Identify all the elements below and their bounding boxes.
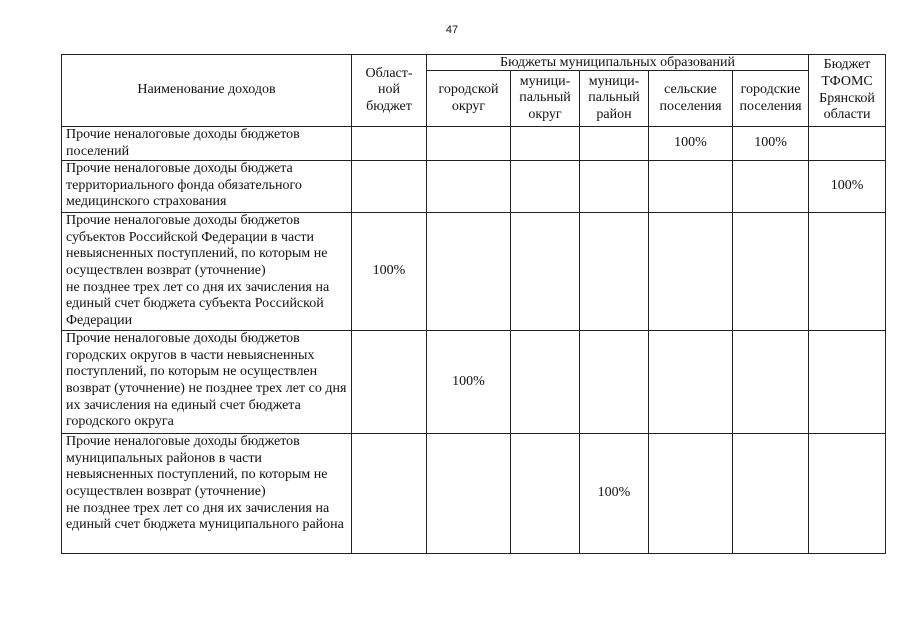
value-cell-city-district [427, 127, 511, 161]
value-cell-rural-settlements [649, 434, 733, 554]
value-cell-regional [352, 434, 427, 554]
header-regional-budget: Област- ной бюджет [352, 55, 427, 127]
revenue-name-cell: Прочие неналоговые доходы бюджетов городских округов в части невыясненных поступлений, по которым не осуществлен возврат (уточнение) не позднее трех лет со дня их зачисления на единый счет бюджета городского округа [62, 331, 352, 434]
revenue-name-cell: Прочие неналоговые доходы бюджетов поселений [62, 127, 352, 161]
table-row [62, 434, 886, 554]
value-cell-municipal-raion [580, 331, 649, 434]
value-cell-city-district [427, 161, 511, 213]
header-municipal-okrug: муници- пальный округ [511, 71, 580, 127]
value-cell-tfoms: 100% [809, 161, 886, 213]
header-urban-settlements: городские поселения [733, 71, 809, 127]
value-cell-urban-settlements [733, 213, 809, 331]
header-tfoms-budget: Бюджет ТФОМС Брянской области [809, 55, 886, 127]
value-cell-rural-settlements [649, 331, 733, 434]
value-cell-urban-settlements [733, 434, 809, 554]
value-cell-municipal-okrug [511, 127, 580, 161]
revenue-name-cell: Прочие неналоговые доходы бюджетов муниципальных районов в части невыясненных поступлений, по которым не осуществлен возврат (уточнение) не позднее трех лет со дня их зачисления на единый счет бюджета муниципального района [62, 434, 352, 554]
table-row [62, 161, 886, 213]
value-cell-municipal-raion [580, 213, 649, 331]
value-cell-municipal-okrug [511, 161, 580, 213]
revenue-distribution-table [61, 54, 886, 554]
value-cell-regional [352, 127, 427, 161]
value-cell-municipal-okrug [511, 213, 580, 331]
value-cell-rural-settlements [649, 161, 733, 213]
value-cell-city-district: 100% [427, 331, 511, 434]
table-row [62, 213, 886, 331]
value-cell-tfoms [809, 213, 886, 331]
header-municipal-budgets: Бюджеты муниципальных образований [427, 55, 809, 71]
value-cell-regional [352, 331, 427, 434]
value-cell-municipal-raion [580, 161, 649, 213]
table-row [62, 331, 886, 434]
revenue-name-cell: Прочие неналоговые доходы бюджета территориального фонда обязательного медицинского страхования [62, 161, 352, 213]
value-cell-city-district [427, 213, 511, 331]
value-cell-municipal-okrug [511, 331, 580, 434]
value-cell-tfoms [809, 127, 886, 161]
value-cell-municipal-okrug [511, 434, 580, 554]
value-cell-rural-settlements: 100% [649, 127, 733, 161]
value-cell-municipal-raion: 100% [580, 434, 649, 554]
value-cell-urban-settlements: 100% [733, 127, 809, 161]
value-cell-regional [352, 161, 427, 213]
value-cell-city-district [427, 434, 511, 554]
page-number: 47 [445, 24, 459, 36]
value-cell-urban-settlements [733, 161, 809, 213]
value-cell-rural-settlements [649, 213, 733, 331]
value-cell-tfoms [809, 331, 886, 434]
revenue-name-cell: Прочие неналоговые доходы бюджетов субъектов Российской Федерации в части невыясненных поступлений, по которым не осуществлен возврат (уточнение) не позднее трех лет со дня их зачисления на единый счет бюджета субъекта Российской Федерации [62, 213, 352, 331]
value-cell-urban-settlements [733, 331, 809, 434]
header-city-district: городской округ [427, 71, 511, 127]
value-cell-regional: 100% [352, 213, 427, 331]
value-cell-municipal-raion [580, 127, 649, 161]
table-row [62, 127, 886, 161]
header-municipal-raion: муници- пальный район [580, 71, 649, 127]
header-rural-settlements: сельские поселения [649, 71, 733, 127]
header-revenue-name: Наименование доходов [62, 55, 352, 127]
value-cell-tfoms [809, 434, 886, 554]
